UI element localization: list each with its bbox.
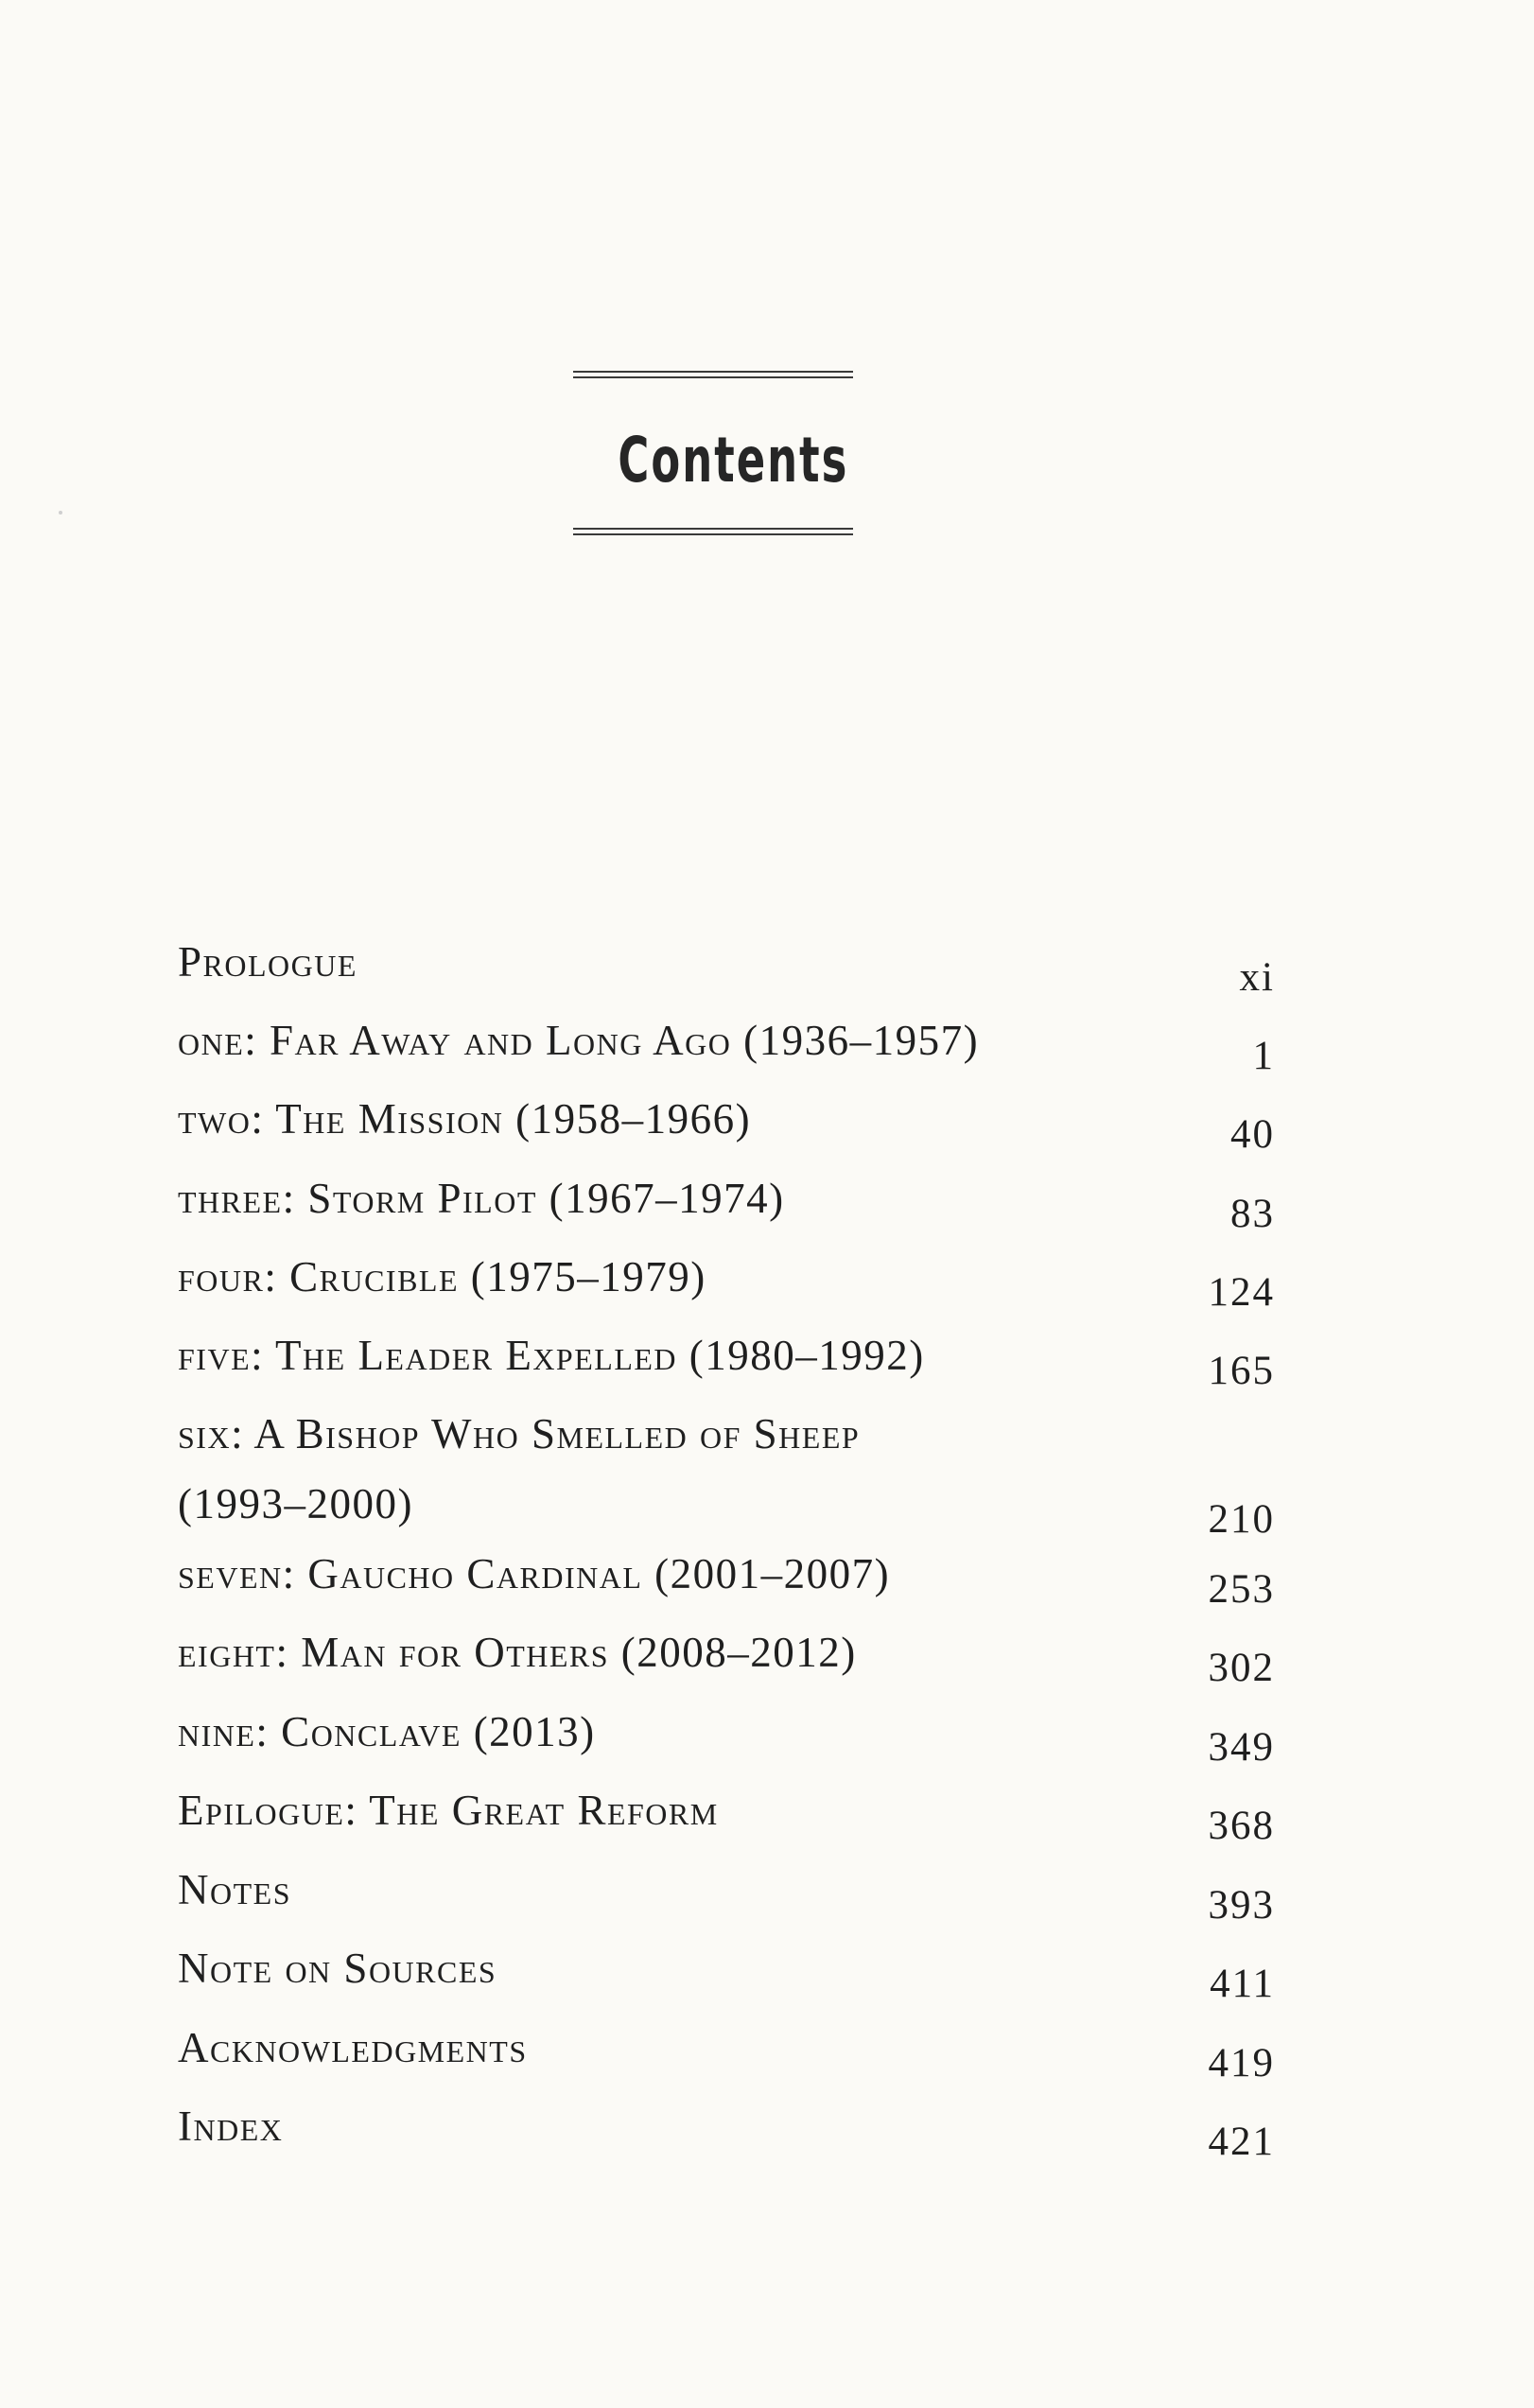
toc-entry-page: 40: [1230, 1112, 1275, 1157]
toc-entry-page: 393: [1208, 1883, 1275, 1928]
toc-entry-page: xi: [1239, 955, 1275, 1000]
toc-entry-title: Note on Sources: [178, 1945, 497, 1992]
heading-rule-bottom: [573, 528, 853, 535]
toc-entry-title: two: The Mission (1958–1966): [178, 1095, 752, 1143]
page-title: Contents: [618, 424, 849, 497]
toc-entry-title: three: Storm Pilot (1967–1974): [178, 1175, 785, 1222]
toc-entry-title: seven: Gaucho Cardinal (2001–2007): [178, 1550, 891, 1597]
toc-entry-title: six: A Bishop Who Smelled of Sheep: [178, 1410, 861, 1457]
contents-heading-block: [573, 371, 853, 535]
toc-entry-title-continued: (1993–2000): [178, 1480, 413, 1527]
toc-entry-page: 419: [1208, 2041, 1275, 2085]
toc-entry-title: one: Far Away and Long Ago (1936–1957): [178, 1017, 980, 1064]
toc-entry-page: 302: [1208, 1646, 1275, 1690]
toc-entry-title: five: The Leader Expelled (1980–1992): [178, 1332, 925, 1379]
toc-entry-title: Acknowledgments: [178, 2024, 528, 2071]
toc-entry-title: Epilogue: The Great Reform: [178, 1787, 719, 1834]
toc-entry-page: 368: [1208, 1804, 1275, 1848]
toc-entry-page: 349: [1208, 1725, 1275, 1770]
scan-speck: [59, 511, 62, 515]
toc-entry-page: 83: [1230, 1192, 1275, 1236]
toc-entry-page: 1: [1252, 1034, 1275, 1078]
toc-entry-title: eight: Man for Others (2008–2012): [178, 1629, 857, 1676]
toc-entry-title: Index: [178, 2103, 284, 2150]
heading-rule-top: [573, 371, 853, 378]
toc-entry-page: 165: [1208, 1349, 1275, 1393]
toc-entry-title: four: Crucible (1975–1979): [178, 1253, 706, 1300]
toc-entry-page: 411: [1210, 1962, 1275, 2006]
toc-entry-title: Notes: [178, 1866, 291, 1913]
toc-entry-title: nine: Conclave (2013): [178, 1708, 596, 1755]
toc-entry-page: 124: [1208, 1270, 1275, 1315]
toc-entry-page: 253: [1208, 1567, 1275, 1612]
toc-entry-title: Prologue: [178, 938, 357, 986]
toc-entry-page: 210: [1208, 1497, 1275, 1542]
toc-entry-page: 421: [1208, 2120, 1275, 2164]
